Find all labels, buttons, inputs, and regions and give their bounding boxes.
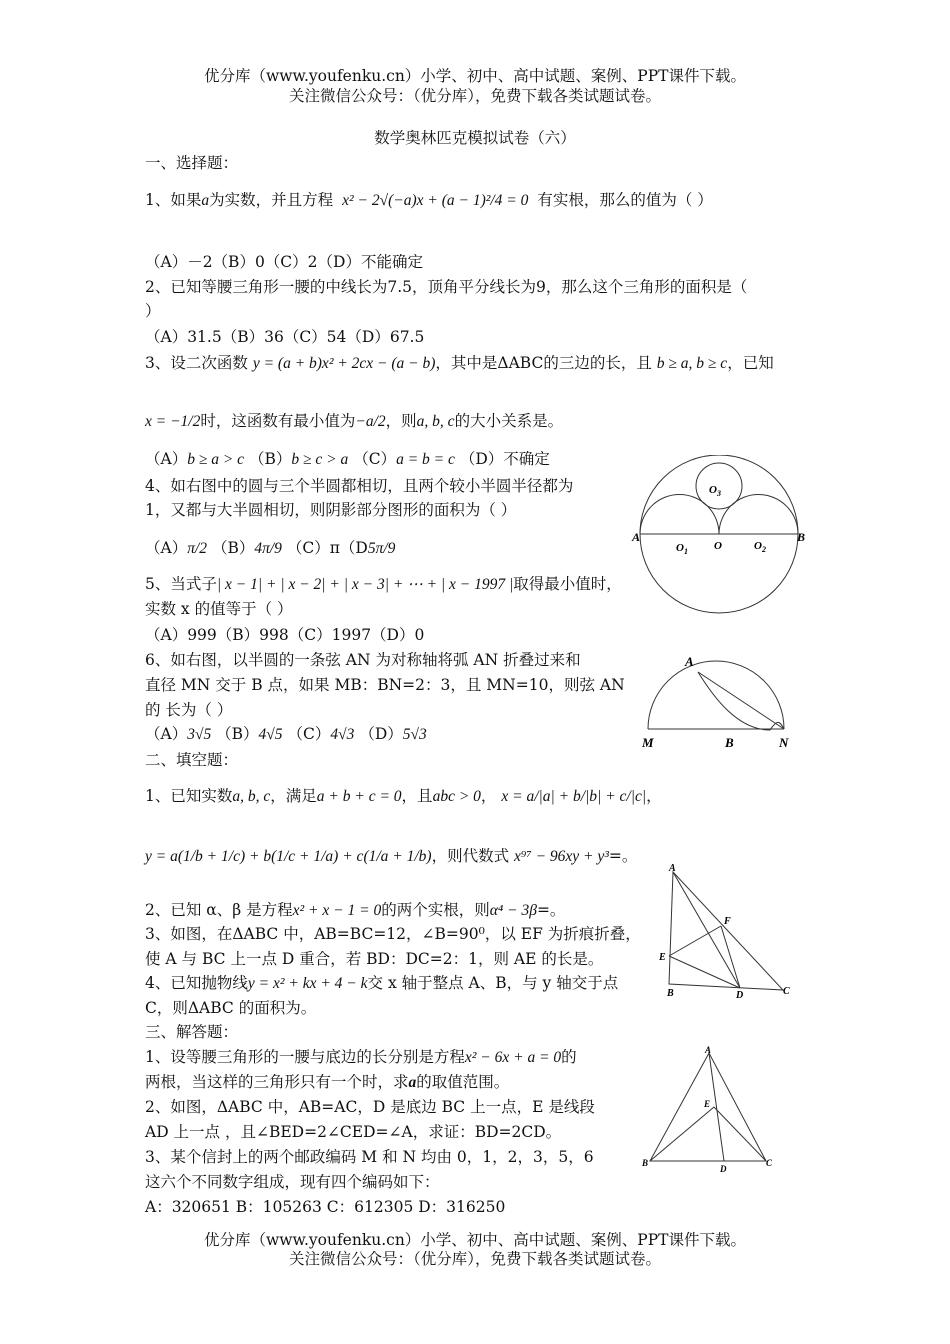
question-1-5-line1: 5、当式子| x − 1| + | x − 2| + | x − 3| + ⋯ + | x − 1997 |取得最小值时， — [145, 575, 622, 593]
question-3-3-line3: A：320651 B：105263 C：612305 D：316250 — [145, 1198, 506, 1216]
question-2-3-line2: 使 A 与 BC 上一点 D 重合，若 BD：DC=2：1，则 AE 的长是。 — [145, 950, 604, 968]
question-2-1-line1: 1、已知实数a, b, c，满足a + b + c = 0，且abc > 0， x = a/|a| + b/|b| + c/|c|， — [145, 787, 662, 805]
label-d: D — [736, 990, 744, 1001]
label-a: A — [669, 863, 676, 874]
label-c: C — [783, 986, 790, 997]
question-1-6-line1: 6、如右图，以半圆的一条弦 AN 为对称轴将弧 AN 折叠过来和 — [145, 651, 581, 669]
line-ec — [714, 1107, 766, 1161]
inner-circle — [696, 463, 742, 509]
question-3-2-line2: AD 上一点 ，且∠BED=2∠CED=∠A，求证：BD=2CD。 — [145, 1123, 562, 1141]
question-1-5-line2: 实数 x 的值等于（ ） — [145, 600, 293, 618]
line-ad — [673, 872, 740, 988]
formula: b ≥ a, b ≥ c — [656, 355, 728, 372]
question-1-4-line1: 4、如右图中的圆与三个半圆都相切，且两个较小半圆半径都为 — [145, 477, 574, 495]
formula: −a/2 — [355, 413, 386, 430]
label-o1: $O_1$ — [676, 542, 688, 556]
question-1-6-line2: 直径 MN 交于 B 点，如果 MB：BN=2：3，且 MN=10，则弦 AN — [145, 676, 625, 694]
label-o3: $O_3$ — [709, 484, 721, 498]
label-a: A — [685, 654, 694, 669]
section-heading-2: 二、填空题： — [145, 751, 239, 769]
question-1-6-line3: 的 长为（ ） — [145, 701, 233, 719]
label-o2: $O_2$ — [754, 540, 766, 554]
isosceles-triangle-figure — [638, 1045, 788, 1177]
question-1-3-line1: 3、设二次函数 y = (a + b)x² + 2cx − (a − b)，其中是ΔABC的三边的长，且 b ≥ a, b ≥ c，已知 — [145, 354, 774, 372]
question-1-1: 1、如果a为实数，并且方程 x² − 2√(−a)x + (a − 1)²/4 = 0 有实根，那么的值为（ ） — [145, 191, 713, 209]
question-1-4-options: （A）π/2 （B）4π/9 （C）π（D5π/9 — [145, 539, 396, 557]
question-3-1-line1: 1、设等腰三角形的一腰与底边的长分别是方程x² − 6x + a = 0的 — [145, 1048, 577, 1066]
question-1-5-options: （A）999（B）998（C）1997（D）0 — [145, 626, 425, 644]
question-3-3-line2: 这六个不同数字组成，现有四个编码如下： — [145, 1173, 440, 1191]
question-2-3-line1: 3、如图，在ΔABC 中，AB=BC=12，∠B=90⁰，以 EF 为折痕折叠， — [145, 925, 641, 943]
question-1-2-options: （A）31.5（B）36（C）54（D）67.5 — [145, 328, 425, 346]
label-a: A — [632, 530, 641, 544]
line-fd — [721, 926, 740, 988]
question-2-4-line1: 4、已知抛物线y = x² + kx + 4 − k交 x 轴于整点 A、B，与 y 轴交于点 — [145, 974, 619, 992]
question-1-1-options: （A）－2（B）0（C）2（D）不能确定 — [145, 253, 423, 271]
question-3-1-line2: 两根，当这样的三角形只有一个时，求a的取值范围。 — [145, 1073, 510, 1091]
label-b: B — [667, 988, 674, 999]
formula: x = a/|a| + b/|b| + c/|c| — [501, 788, 647, 805]
small-semicircle-right — [719, 495, 798, 535]
label-c: C — [766, 1158, 773, 1168]
triangle-abc — [669, 872, 783, 990]
line-ad — [709, 1053, 724, 1161]
label-f: F — [724, 916, 731, 927]
formula: y = a(1/b + 1/c) + b(1/c + 1/a) + c(1/a + 1/b) — [145, 848, 432, 865]
formula: x = −1/2 — [145, 413, 201, 430]
question-1-6-options: （A）3√5 （B）4√5 （C）4√3 （D）5√3 — [145, 725, 427, 743]
label-e: E — [704, 1099, 711, 1109]
label-o: O — [714, 540, 722, 552]
label-a: A — [705, 1045, 712, 1055]
footer-line-1: 优分库（www.youfenku.cn）小学、初中、高中试题、案例、PPT课件下载。 — [203, 1231, 747, 1249]
section-heading-1: 一、选择题： — [145, 154, 239, 172]
header-line-2: 关注微信公众号：（优分库），免费下载各类试题试卷。 — [288, 87, 661, 105]
fold-triangle-figure — [655, 862, 795, 1002]
question-3-3-line1: 3、某个信封上的两个邮政编码 M 和 N 均由 0，1，2，3，5，6 — [145, 1148, 594, 1166]
section-heading-3: 三、解答题： — [145, 1023, 239, 1041]
footer-line-2: 关注微信公众号：（优分库），免费下载各类试题试卷。 — [288, 1250, 661, 1268]
formula: x² − 2√(−a)x + (a − 1)²/4 = 0 — [342, 192, 529, 209]
question-1-2-line1: 2、已知等腰三角形一腰的中线长为7.5，顶角平分线长为9，那么这个三角形的面积是（ — [145, 278, 748, 296]
label-m: M — [642, 735, 654, 750]
formula: | x − 1| + | x − 2| + | x − 3| + ⋯ + | x − 1997 | — [216, 576, 514, 593]
line-ed — [669, 956, 740, 988]
label-n: N — [779, 735, 789, 750]
circle-semicircle-figure — [628, 455, 818, 615]
formula: y = (a + b)x² + 2cx − (a − b) — [252, 355, 436, 372]
label-b: B — [725, 735, 734, 750]
small-semicircle-left — [640, 495, 719, 535]
question-1-3-options: （A）b ≥ a > c （B）b ≥ c > a （C）a = b = c （D）不确定 — [145, 450, 550, 468]
label-d: D — [720, 1164, 727, 1174]
line-be — [650, 1107, 714, 1161]
formula: x⁹⁷ − 96xy + y³ — [514, 848, 609, 865]
page-title: 数学奥林匹克模拟试卷（六） — [374, 129, 576, 147]
label-b: B — [642, 1158, 649, 1168]
question-2-1-line2: y = a(1/b + 1/c) + b(1/c + 1/a) + c(1/a + 1/b)，则代数式 x⁹⁷ − 96xy + y³=。 — [145, 847, 638, 865]
question-2-4-line2: C，则ΔABC 的面积为。 — [145, 999, 317, 1017]
question-2-2: 2、已知 α、β 是方程x² + x − 1 = 0的两个实根，则α⁴ − 3β=。 — [145, 901, 566, 919]
question-1-4-line2: 1，又都与大半圆相切，则阴影部分图形的面积为（ ） — [145, 501, 517, 519]
question-1-2-line2: ） — [145, 302, 161, 320]
formula: a, b, c — [416, 413, 455, 430]
label-b: B — [797, 530, 806, 544]
header-line-1: 优分库（www.youfenku.cn）小学、初中、高中试题、案例、PPT课件下载。 — [203, 67, 747, 85]
semicircle-arc — [648, 661, 784, 729]
folded-semicircle-figure — [638, 652, 798, 752]
question-1-3-line2: x = −1/2时，这函数有最小值为−a/2，则a, b, c的大小关系是。 — [145, 412, 564, 430]
question-3-2-line1: 2、如图，ΔABC 中，AB=AC，D 是底边 BC 上一点，E 是线段 — [145, 1098, 595, 1116]
label-e: E — [659, 952, 666, 963]
